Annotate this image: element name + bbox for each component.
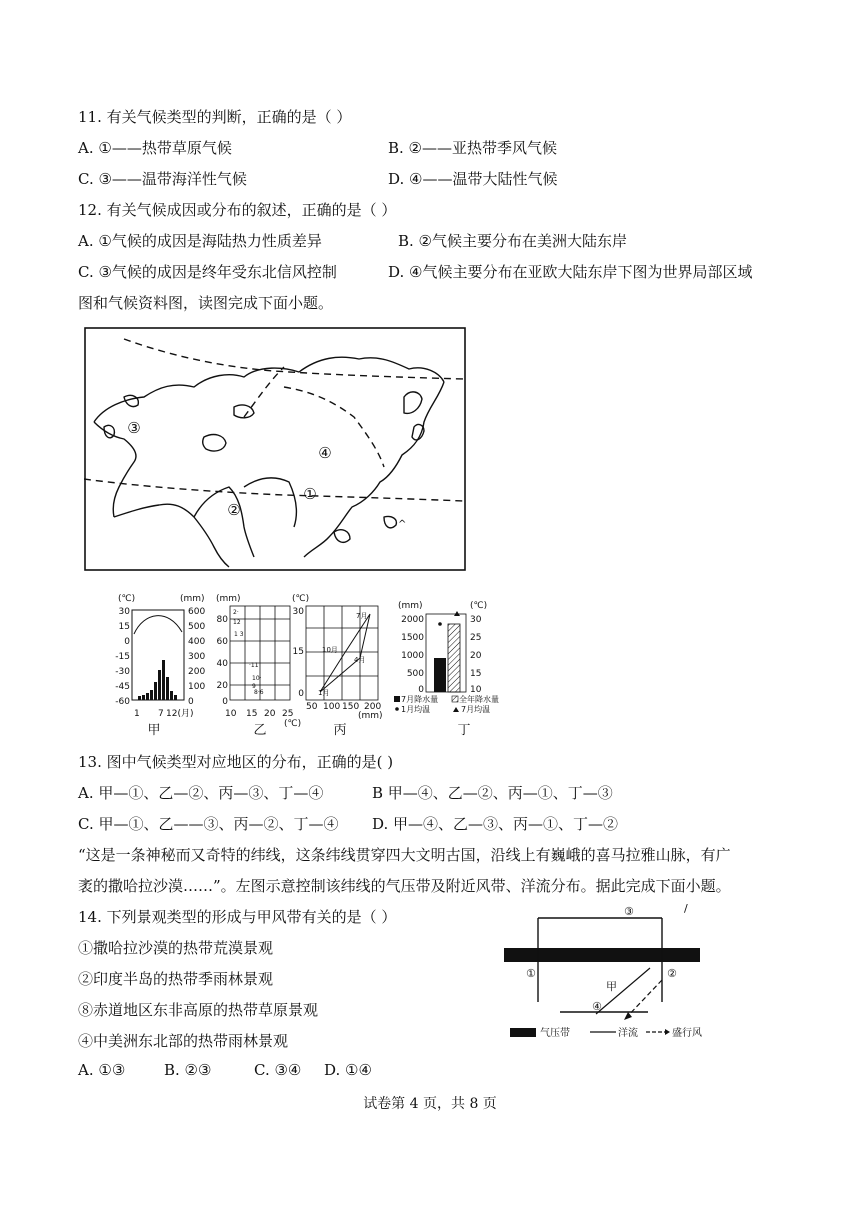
- ding-right-unit: (℃): [470, 601, 488, 611]
- bing-xtick: 200: [364, 702, 382, 712]
- svg-text:1 3: 1 3: [234, 631, 244, 638]
- chart-bing-name: 丙: [333, 723, 347, 738]
- passage-line-2: 袤的撒哈拉沙漠……”。左图示意控制该纬线的气压带及附近风带、洋流分布。据此完成下面小题。: [78, 877, 731, 895]
- q12-option-d-continued: 图和气候资料图，读图完成下面小题。: [78, 294, 334, 312]
- yi-ytick: 40: [216, 659, 228, 669]
- ding-ytick-right: 20: [470, 651, 482, 661]
- jia-xtick: 1: [134, 709, 140, 719]
- q12-option-a[interactable]: A. ①气候的成因是海陆热力性质差异: [78, 232, 322, 250]
- jia-ytick: -30: [115, 667, 130, 677]
- svg-text:2·: 2·: [233, 609, 239, 616]
- q12-option-d[interactable]: D. ④气候主要分布在亚欧大陆东岸下图为世界局部区域: [388, 263, 753, 281]
- diagram-label-1: ①: [526, 967, 536, 980]
- yi-unit: (mm): [216, 594, 241, 604]
- ding-legend-item: 1月均温: [401, 705, 431, 714]
- svg-text:^: ^: [398, 519, 407, 530]
- svg-text:12: 12: [233, 619, 241, 626]
- q11-stem: 11. 有关气候类型的判断，正确的是（ ）: [78, 108, 352, 126]
- svg-text:1月: 1月: [318, 689, 330, 697]
- bing-xtick: 150: [342, 702, 360, 712]
- q12-option-b[interactable]: B. ②气候主要分布在美洲大陆东岸: [398, 232, 628, 250]
- q13-option-c[interactable]: C. 甲—①、乙——③、丙—②、丁—④: [78, 815, 339, 833]
- jia-ytick-right: 0: [188, 697, 194, 707]
- jia-xtick: 12(月): [166, 709, 194, 719]
- yi-ytick: 60: [216, 637, 228, 647]
- diagram-legend-belt: 气压带: [540, 1028, 570, 1039]
- bing-ytick: 15: [292, 647, 304, 657]
- jia-ytick-right: 500: [188, 622, 206, 632]
- ding-legend-item: 全年降水量: [459, 695, 499, 704]
- eurasia-map: [84, 327, 466, 571]
- yi-xtick: 15: [246, 709, 258, 719]
- svg-text:·11: ·11: [249, 662, 259, 669]
- bing-month-label: 4月: [354, 656, 366, 664]
- q13-option-b[interactable]: B 甲—④、乙—②、丙—①、丁—③: [372, 784, 613, 802]
- q14-item-2: ②印度半岛的热带季雨林景观: [78, 970, 274, 988]
- yi-xtick: 25: [282, 709, 294, 719]
- jia-ytick: 30: [118, 607, 130, 617]
- ding-legend-item: 7月均温: [461, 705, 491, 714]
- ding-legend-item: 7月降水量: [401, 695, 439, 704]
- ding-left-unit: (mm): [398, 601, 423, 611]
- q11-option-a[interactable]: A. ①——热带草原气候: [78, 139, 232, 157]
- bing-unit: (℃): [292, 594, 310, 604]
- diagram-jia-label: 甲: [606, 980, 617, 993]
- bing-month-label: 7月: [356, 612, 368, 620]
- passage-line-1: “这是一条神秘而又奇特的纬线，这条纬线贯穿四大文明古国，沿线上有巍峨的喜马拉雅山脉，有广: [78, 846, 731, 864]
- svg-text:8·6: 8·6: [254, 689, 264, 696]
- q14-item-3: ⑧赤道地区东非高原的热带草原景观: [78, 1001, 319, 1019]
- map-label-2: ②: [227, 501, 241, 519]
- q11-option-d[interactable]: D. ④——温带大陆性气候: [388, 170, 558, 188]
- yi-xtick: 20: [264, 709, 276, 719]
- page-footer: 试卷第 4 页，共 8 页: [363, 1096, 497, 1112]
- diagram-label-4: ④: [592, 1000, 602, 1013]
- bing-xtick: 100: [323, 702, 341, 712]
- jia-ytick: 0: [124, 637, 130, 647]
- jia-xtick: 7: [158, 709, 164, 719]
- bing-xunit: (mm): [358, 711, 383, 721]
- svg-text:9: 9: [252, 683, 256, 690]
- map-label-4: ④: [318, 444, 332, 462]
- q14-option-a[interactable]: A. ①③: [78, 1061, 126, 1079]
- chart-yi-name: 乙: [253, 723, 267, 738]
- diagram-legend-current: 洋流: [618, 1028, 638, 1039]
- pressure-belt-diagram: [500, 902, 720, 1042]
- chart-jia-name: 甲: [147, 723, 161, 738]
- ding-ytick: 1000: [401, 651, 424, 661]
- diagram-label-2: ②: [667, 967, 677, 980]
- q14-option-c[interactable]: C. ③④: [254, 1061, 302, 1079]
- jia-ytick-right: 600: [188, 607, 206, 617]
- ding-ytick: 2000: [401, 615, 424, 625]
- q12-stem: 12. 有关气候成因或分布的叙述，正确的是（ ）: [78, 201, 397, 219]
- bing-ytick: 0: [298, 689, 304, 699]
- yi-ytick: 20: [216, 681, 228, 691]
- jia-ytick: 15: [118, 622, 130, 632]
- jia-ytick-right: 200: [188, 667, 206, 677]
- q11-option-b[interactable]: B. ②——亚热带季风气候: [388, 139, 558, 157]
- jia-right-unit: (mm): [180, 594, 205, 604]
- yi-ytick: 80: [216, 615, 228, 625]
- bing-ytick: 30: [292, 607, 304, 617]
- q13-option-d[interactable]: D. 甲—④、乙—③、丙—①、丁—②: [372, 815, 619, 833]
- jia-left-unit: (℃): [118, 594, 136, 604]
- yi-xunit: (℃): [284, 719, 302, 729]
- q14-item-4: ④中美洲东北部的热带雨林景观: [78, 1032, 289, 1050]
- jia-ytick: -60: [115, 697, 130, 707]
- ding-ytick: 1500: [401, 633, 424, 643]
- q11-option-c[interactable]: C. ③——温带海洋性气候: [78, 170, 247, 188]
- ding-ytick-right: 30: [470, 615, 482, 625]
- jia-ytick-right: 400: [188, 637, 206, 647]
- q13-option-a[interactable]: A. 甲—①、乙—②、丙—③、丁—④: [78, 784, 324, 802]
- ding-ytick-right: 15: [470, 669, 482, 679]
- svg-text:/: /: [684, 902, 688, 915]
- ding-ytick: 0: [418, 685, 424, 695]
- q13-stem: 13. 图中气候类型对应地区的分布，正确的是( ): [78, 753, 394, 771]
- svg-text:10·: 10·: [252, 675, 262, 682]
- map-label-3: ③: [127, 419, 141, 437]
- climate-charts: [108, 592, 518, 740]
- q12-option-c[interactable]: C. ③气候的成因是终年受东北信风控制: [78, 263, 337, 281]
- map-label-1: ①: [303, 485, 317, 503]
- ding-ytick-right: 10: [470, 685, 482, 695]
- yi-xtick: 10: [225, 709, 237, 719]
- bing-month-label: 10月: [322, 646, 338, 654]
- bing-xtick: 50: [306, 702, 318, 712]
- q14-option-b[interactable]: B. ②③: [164, 1061, 212, 1079]
- yi-ytick: 0: [222, 697, 228, 707]
- ding-ytick-right: 25: [470, 633, 482, 643]
- jia-ytick-right: 100: [188, 682, 206, 692]
- q14-item-1: ①撒哈拉沙漠的热带荒漠景观: [78, 939, 274, 957]
- ding-ytick: 500: [406, 669, 424, 679]
- diagram-label-3: ③: [624, 905, 634, 918]
- jia-ytick: -45: [115, 682, 130, 692]
- chart-ding-name: 丁: [457, 723, 471, 738]
- jia-ytick-right: 300: [188, 652, 206, 662]
- diagram-legend-wind: 盛行风: [672, 1028, 702, 1039]
- q14-option-d[interactable]: D. ①④: [324, 1061, 372, 1079]
- jia-ytick: -15: [115, 652, 130, 662]
- q14-stem: 14. 下列景观类型的形成与甲风带有关的是（ ）: [78, 908, 397, 926]
